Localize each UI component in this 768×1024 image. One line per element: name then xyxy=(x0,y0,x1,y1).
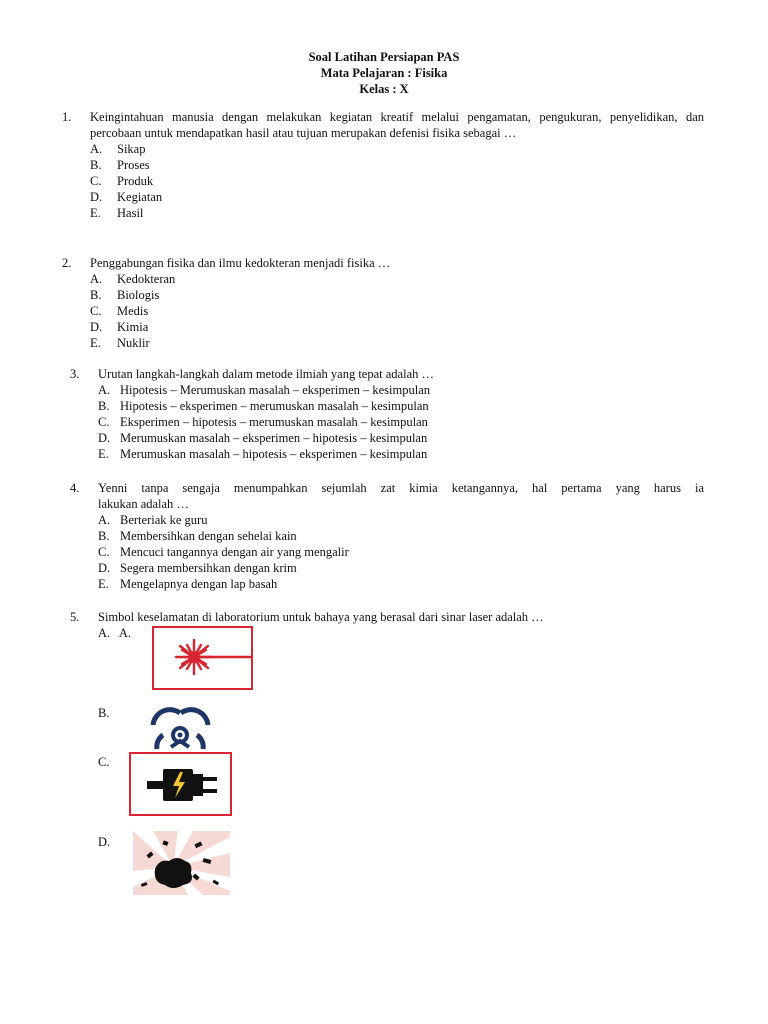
option-text: Produk xyxy=(117,174,154,188)
option-e xyxy=(98,446,704,462)
option-c xyxy=(98,544,704,560)
option-text: Sikap xyxy=(117,142,146,156)
option-letter: B. xyxy=(90,158,102,172)
option-c xyxy=(98,414,704,430)
option-text: Hipotesis – Merumuskan masalah – eksperimen – kesimpulan xyxy=(120,383,431,397)
option-letter: E. xyxy=(90,336,101,350)
option-text: Proses xyxy=(117,158,150,172)
option-d-label: D. xyxy=(98,835,111,849)
option-text: Kedokteran xyxy=(117,272,176,286)
option-c xyxy=(90,303,704,319)
option-text: Mengelapnya dengan lap basah xyxy=(120,577,278,591)
question-text-line-2: lakukan adalah … xyxy=(98,497,189,511)
option-letter: B. xyxy=(98,399,110,413)
option-b-label: B. xyxy=(98,706,110,720)
option-letter: C. xyxy=(90,304,102,318)
option-d xyxy=(90,319,704,335)
option-a xyxy=(90,141,704,157)
subject-line: Mata Pelajaran : Fisika xyxy=(320,66,448,80)
option-letter: B. xyxy=(98,529,110,543)
option-c xyxy=(90,173,704,189)
option-text: Merumuskan masalah – hipotesis – eksperimen – kesimpulan xyxy=(120,447,428,461)
option-d xyxy=(98,560,704,576)
option-letter: D. xyxy=(98,561,111,575)
option-text: Membersihkan dengan sehelai kain xyxy=(120,529,297,543)
question-number: 4. xyxy=(70,481,80,495)
class-line: Kelas : X xyxy=(359,82,409,96)
question-text: Urutan langkah-langkah dalam metode ilmiah yang tepat adalah … xyxy=(98,367,434,381)
option-text: Nuklir xyxy=(117,336,150,350)
option-letter: C. xyxy=(98,545,110,559)
option-a-label: A. A. xyxy=(98,626,131,640)
option-text: Eksperimen – hipotesis – merumuskan masalah – kesimpulan xyxy=(120,415,428,429)
explosive-hazard-icon xyxy=(133,831,230,895)
option-letter: A. xyxy=(98,383,111,397)
document-header xyxy=(0,49,768,97)
laser-hazard-icon xyxy=(152,626,253,690)
option-text: Mencuci tangannya dengan air yang mengalir xyxy=(120,545,349,559)
question-3 xyxy=(70,366,704,462)
question-text: Keingintahuan manusia dengan melakukan kegiatan kreatif melalui pengamatan, pengukuran, penyelidikan, dan percobaan untuk mendapatkan hasil atau tujuan merupakan defenisi fisika sebagai … xyxy=(90,110,704,140)
question-text: Penggabungan fisika dan ilmu kedokteran menjadi fisika … xyxy=(90,256,391,270)
question-text-line-1: Yenni tanpa sengaja menumpahkan sejumlah zat kimia ketangannya, hal pertama yang harus ia xyxy=(98,481,704,495)
option-text: Berteriak ke guru xyxy=(120,513,208,527)
option-d xyxy=(98,430,704,446)
question-1 xyxy=(62,109,704,221)
option-e xyxy=(90,205,704,221)
option-d xyxy=(90,189,704,205)
option-text: Kegiatan xyxy=(117,190,163,204)
option-b xyxy=(98,398,704,414)
option-letter: B. xyxy=(90,288,102,302)
option-text: Biologis xyxy=(117,288,160,302)
option-letter: A. xyxy=(98,513,111,527)
question-text: Simbol keselamatan di laboratorium untuk bahaya yang berasal dari sinar laser adalah … xyxy=(98,610,544,624)
option-text: Kimia xyxy=(117,320,149,334)
question-4 xyxy=(70,480,704,592)
option-text: Medis xyxy=(117,304,149,318)
option-letter: D. xyxy=(90,320,103,334)
option-a xyxy=(98,512,704,528)
question-5 xyxy=(70,609,704,625)
question-number: 1. xyxy=(62,110,72,124)
option-letter: A. xyxy=(90,142,103,156)
option-text: Segera membersihkan dengan krim xyxy=(120,561,297,575)
option-text: Hipotesis – eksperimen – merumuskan masalah – kesimpulan xyxy=(120,399,429,413)
option-letter: E. xyxy=(90,206,101,220)
question-number: 3. xyxy=(70,367,80,381)
option-b xyxy=(90,287,704,303)
electric-plug-hazard-icon xyxy=(129,752,232,816)
option-letter: C. xyxy=(98,415,110,429)
option-letter: E. xyxy=(98,577,109,591)
option-text: Merumuskan masalah – eksperimen – hipotesis – kesimpulan xyxy=(120,431,428,445)
option-a xyxy=(90,271,704,287)
option-letter: D. xyxy=(90,190,103,204)
option-b xyxy=(90,157,704,173)
biohazard-icon xyxy=(133,705,228,751)
option-letter: A. xyxy=(90,272,103,286)
option-letter: E. xyxy=(98,447,109,461)
option-c-label: C. xyxy=(98,755,110,769)
option-letter: C. xyxy=(90,174,102,188)
option-text: Hasil xyxy=(117,206,144,220)
option-e xyxy=(98,576,704,592)
option-b xyxy=(98,528,704,544)
option-a xyxy=(98,382,704,398)
question-number: 5. xyxy=(70,610,80,624)
question-number: 2. xyxy=(62,256,72,270)
option-e xyxy=(90,335,704,351)
option-letter: D. xyxy=(98,431,111,445)
question-2 xyxy=(62,255,704,351)
document-title: Soal Latihan Persiapan PAS xyxy=(308,50,460,64)
